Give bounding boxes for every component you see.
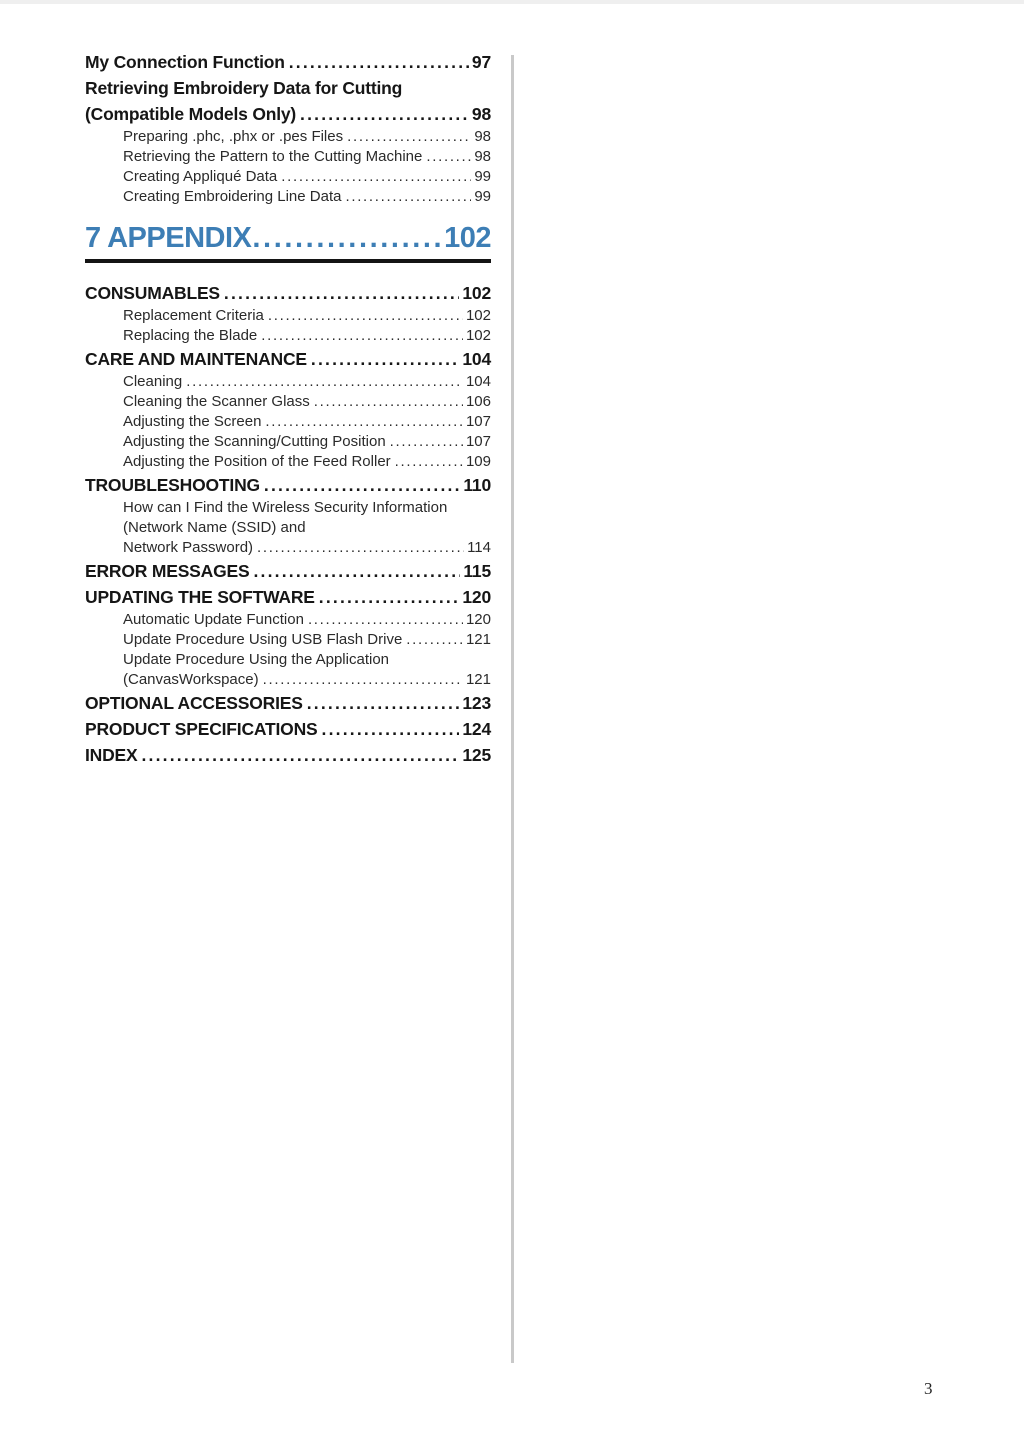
dot-leader (265, 412, 463, 432)
toc-entry-label: Retrieving Embroidery Data for Cutting (85, 78, 403, 98)
toc-page-number: 109 (465, 453, 491, 470)
toc-page-number: 107 (465, 433, 491, 450)
toc-page-number: 120 (465, 611, 491, 628)
page-number: 3 (924, 1379, 933, 1398)
toc-entry[interactable] (85, 49, 491, 75)
dot-leader (308, 610, 463, 630)
dot-leader (289, 49, 469, 75)
toc-entry[interactable] (85, 498, 491, 518)
column-divider (511, 55, 514, 1363)
toc-page-number: 102 (462, 283, 491, 303)
toc-entry-label: UPDATING THE SOFTWARE (85, 587, 315, 607)
toc-page-number: 115 (463, 561, 491, 581)
dot-leader (307, 690, 460, 716)
toc-page-number: 104 (465, 373, 491, 390)
toc-entry[interactable] (85, 412, 491, 432)
toc-entry[interactable] (85, 306, 491, 326)
toc-entry-label: CARE AND MAINTENANCE (85, 349, 307, 369)
toc-entry[interactable] (85, 326, 491, 346)
dot-leader (311, 346, 460, 372)
scan-edge (0, 0, 1024, 4)
toc-entry-label: ERROR MESSAGES (85, 561, 250, 581)
toc-page-number: 107 (465, 413, 491, 430)
dot-leader (252, 221, 443, 255)
toc-entry[interactable] (85, 75, 491, 101)
toc-entry[interactable] (85, 630, 491, 650)
toc-entry-label: Network Password) (123, 539, 254, 556)
toc-page-number: 110 (463, 475, 491, 495)
toc-entry[interactable] (85, 167, 491, 187)
toc-page-number: 124 (462, 719, 491, 739)
toc-entry-label: Cleaning (123, 373, 183, 390)
dot-leader (347, 127, 471, 147)
chapter-heading-appendix[interactable] (85, 221, 491, 263)
toc-entry-label: OPTIONAL ACCESSORIES (85, 693, 303, 713)
toc-entry-label: Adjusting the Scanning/Cutting Position (123, 433, 386, 450)
toc-page-number: 98 (474, 148, 491, 165)
toc-entry-label: Replacement Criteria (123, 307, 264, 324)
toc-entry[interactable] (85, 584, 491, 610)
toc-entry-label: Retrieving the Pattern to the Cutting Machine (123, 148, 423, 165)
toc-page-number: 123 (462, 693, 491, 713)
dot-leader (406, 630, 463, 650)
dot-leader (257, 538, 464, 558)
toc-entry[interactable] (85, 127, 491, 147)
toc-page-number: 98 (471, 104, 491, 124)
toc-page-number: 125 (462, 745, 491, 765)
toc-entry-label: Replacing the Blade (123, 327, 258, 344)
chapter-page-number: 102 (444, 222, 491, 254)
toc-entry[interactable] (85, 101, 491, 127)
dot-leader (141, 742, 459, 768)
dot-leader (426, 147, 471, 167)
dot-leader (395, 452, 463, 472)
toc-entry[interactable] (85, 147, 491, 167)
toc-page-number: 98 (474, 128, 491, 145)
chapter-heading-label: 7 APPENDIX (85, 222, 252, 254)
toc-entry-label: Update Procedure Using USB Flash Drive (123, 631, 403, 648)
toc-entry[interactable] (85, 452, 491, 472)
toc-entry-label: Cleaning the Scanner Glass (123, 393, 310, 410)
toc-page-number: 102 (465, 307, 491, 324)
toc-page-number: 121 (465, 671, 491, 688)
toc-entry[interactable] (85, 392, 491, 412)
dot-leader (319, 584, 460, 610)
toc-entry-label: (Network Name (SSID) and (123, 519, 306, 536)
toc-entry-label: Creating Embroidering Line Data (123, 188, 342, 205)
toc-entry[interactable] (85, 280, 491, 306)
toc-entry-label: TROUBLESHOOTING (85, 475, 260, 495)
toc-page-number: 120 (462, 587, 491, 607)
toc-entry-label: Adjusting the Screen (123, 413, 262, 430)
toc-entry[interactable] (85, 432, 491, 452)
toc-entry[interactable] (85, 187, 491, 207)
toc-entry[interactable] (85, 538, 491, 558)
toc-page-number: 99 (474, 188, 491, 205)
toc-entry-label: PRODUCT SPECIFICATIONS (85, 719, 318, 739)
dot-leader (264, 472, 460, 498)
dot-leader (281, 167, 471, 187)
toc-entry-label: INDEX (85, 745, 138, 765)
dot-leader (268, 306, 463, 326)
toc-entry[interactable] (85, 346, 491, 372)
toc-entry[interactable] (85, 472, 491, 498)
toc-entry-label: (Compatible Models Only) (85, 104, 297, 124)
toc-entry-label: (CanvasWorkspace) (123, 671, 259, 688)
toc-entry[interactable] (85, 716, 491, 742)
dot-leader (322, 716, 460, 742)
toc-entry-label: My Connection Function (85, 52, 285, 72)
toc-entry[interactable] (85, 518, 491, 538)
dot-leader (300, 101, 469, 127)
toc-page-number: 97 (471, 52, 491, 72)
dot-leader (224, 280, 460, 306)
dot-leader (345, 187, 471, 207)
dot-leader (314, 392, 463, 412)
dot-leader (186, 372, 463, 392)
toc-page-number: 106 (465, 393, 491, 410)
toc-entry[interactable] (85, 650, 491, 670)
toc-entry[interactable] (85, 372, 491, 392)
toc-entry[interactable] (85, 670, 491, 690)
toc-entry-label: Automatic Update Function (123, 611, 304, 628)
toc-page-number: 99 (474, 168, 491, 185)
toc-page-number: 114 (467, 539, 491, 556)
toc-entry[interactable] (85, 690, 491, 716)
toc-page-number: 102 (465, 327, 491, 344)
dot-leader (261, 326, 463, 346)
toc-page-number: 121 (465, 631, 491, 648)
toc-entry-label: Update Procedure Using the Application (123, 651, 390, 668)
toc-entry[interactable] (85, 558, 491, 584)
toc-page-number: 104 (462, 349, 491, 369)
toc-entry[interactable] (85, 742, 491, 768)
toc-entry-label: Creating Appliqué Data (123, 168, 278, 185)
toc-entry-label: How can I Find the Wireless Security Information (123, 499, 448, 516)
dot-leader (263, 670, 463, 690)
dot-leader (390, 432, 463, 452)
toc-entry-label: Adjusting the Position of the Feed Roller (123, 453, 391, 470)
toc-entry-label: CONSUMABLES (85, 283, 220, 303)
toc-entry-label: Preparing .phc, .phx or .pes Files (123, 128, 344, 145)
toc-entry[interactable] (85, 610, 491, 630)
dot-leader (253, 558, 460, 584)
table-of-contents (85, 49, 491, 768)
